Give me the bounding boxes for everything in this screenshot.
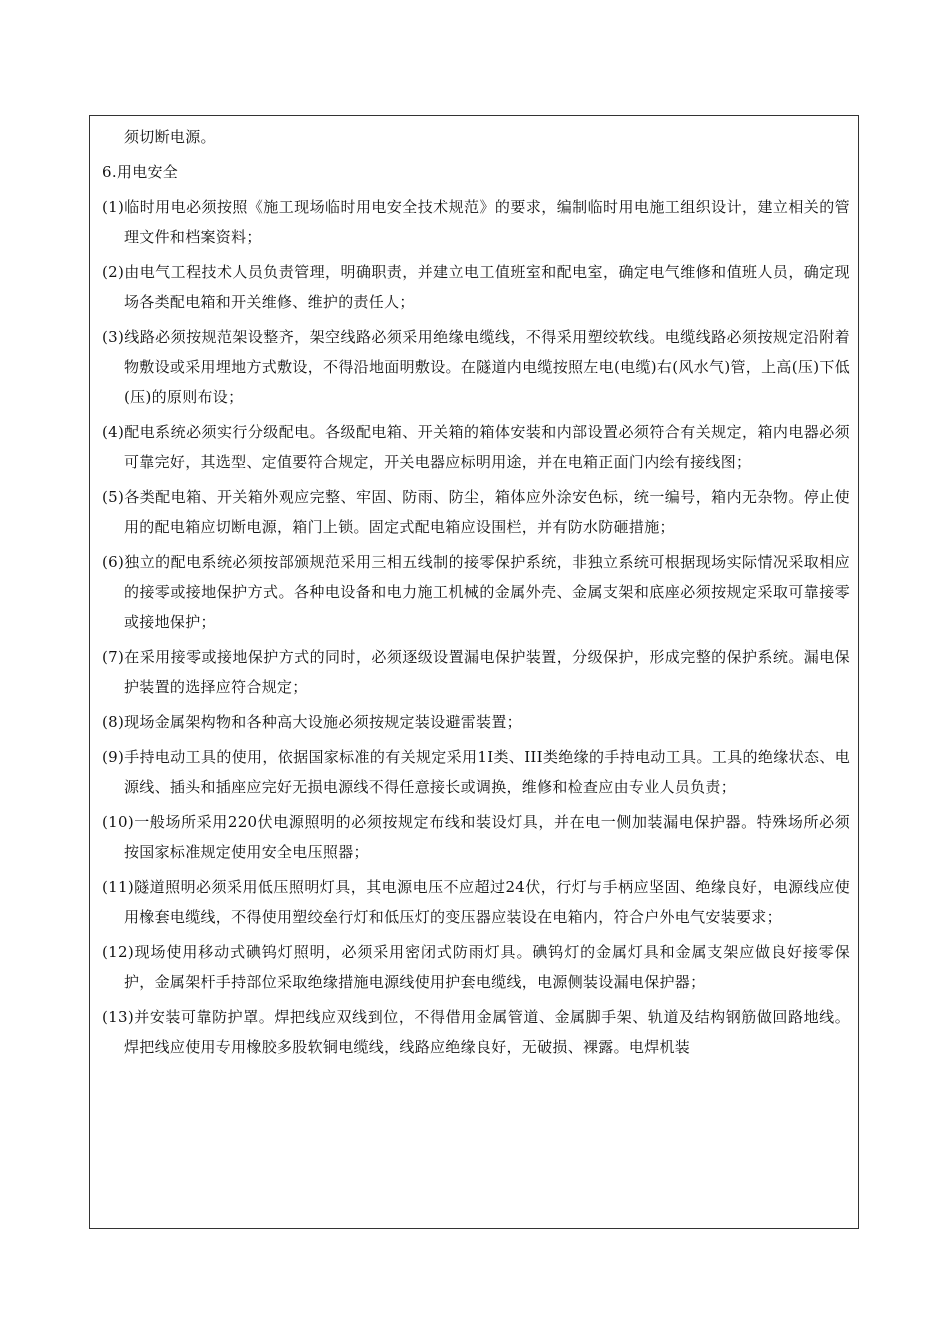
document-frame (89, 115, 859, 1229)
paragraph-continuation: 须切断电源。 (124, 128, 216, 146)
list-item-8: (8)现场金属架构物和各种高大设施必须按规定装设避雷装置； (102, 713, 522, 731)
list-item-6: (6)独立的配电系统必须按部颁规范采用三相五线制的接零保护系统，非独立系统可根据现场实际情况采取相应的接零或接地保护方式。各种电设备和电力施工机械的金属外壳、金属支架和底座必须按规定采取可靠接零或接地保护； (102, 553, 850, 631)
list-item-4: (4)配电系统必须实行分级配电。各级配电箱、开关箱的箱体安装和内部设置必须符合有关规定，箱内电器必须可靠完好，其选型、定值要符合规定，开关电器应标明用途，并在电箱正面门内绘有接线图； (102, 423, 850, 471)
list-item-7: (7)在采用接零或接地保护方式的同时，必须逐级设置漏电保护装置，分级保护，形成完整的保护系统。漏电保护装置的选择应符合规定； (102, 648, 850, 696)
list-item-3: (3)线路必须按规范架设整齐，架空线路必须采用绝缘电缆线，不得采用塑绞软线。电缆线路必须按规定沿附着物敷设或采用埋地方式敷设，不得沿地面明敷设。在隧道内电缆按照左电(电缆)右(风水气)管，上高(压)下低(压)的原则布设； (102, 328, 850, 406)
list-item-12: (12)现场使用移动式碘钨灯照明，必须采用密闭式防雨灯具。碘钨灯的金属灯具和金属支架应做良好接零保护，金属架杆手持部位采取绝缘措施电源线使用护套电缆线，电源侧装设漏电保护器； (102, 943, 850, 991)
list-item-11: (11)隧道照明必须采用低压照明灯具，其电源电压不应超过24伏，行灯与手柄应坚固、绝缘良好，电源线应使用橡套电缆线，不得使用塑绞垒行灯和低压灯的变压器应装设在电箱内，符合户外电气安装要求； (102, 878, 850, 926)
list-item-9: (9)手持电动工具的使用，依据国家标准的有关规定采用1I类、III类绝缘的手持电动工具。工具的绝缘状态、电源线、插头和插座应完好无损电源线不得任意接长或调换，维修和检查应由专业人员负责； (102, 748, 850, 796)
list-item-1: (1)临时用电必须按照《施工现场临时用电安全技术规范》的要求，编制临时用电施工组织设计，建立相关的管理文件和档案资料； (102, 198, 850, 246)
document-body (102, 122, 850, 1067)
list-item-5: (5)各类配电箱、开关箱外观应完整、牢固、防雨、防尘，箱体应外涂安色标，统一编号，箱内无杂物。停止使用的配电箱应切断电源，箱门上锁。固定式配电箱应设围栏，并有防水防砸措施； (102, 488, 850, 536)
list-item-2: (2)由电气工程技术人员负责管理，明确职责，并建立电工值班室和配电室，确定电气维修和值班人员，确定现场各类配电箱和开关维修、维护的责任人； (102, 263, 850, 311)
list-item-10: (10)一般场所采用220伏电源照明的必须按规定布线和装设灯具，并在电一侧加装漏电保护器。特殊场所必须按国家标准规定使用安全电压照器； (102, 813, 850, 861)
list-item-13: (13)并安装可靠防护罩。焊把线应双线到位，不得借用金属管道、金属脚手架、轨道及结构钢筋做回路地线。焊把线应使用专用橡胶多股软铜电缆线，线路应绝缘良好，无破损、裸露。电焊机装 (102, 1008, 850, 1056)
section-heading: 6.用电安全 (102, 163, 179, 181)
